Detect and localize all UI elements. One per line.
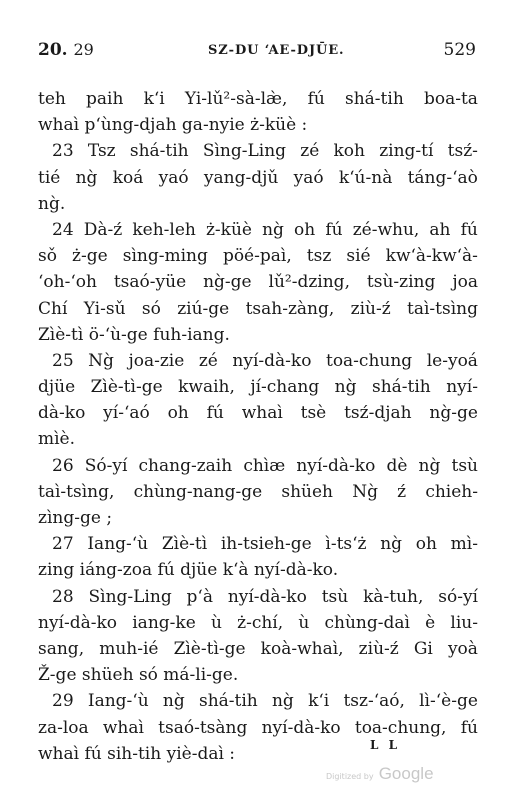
- word: ng̀: [75, 167, 98, 188]
- word: 29: [52, 691, 74, 712]
- word: koá: [112, 167, 144, 188]
- word: oh: [415, 534, 437, 555]
- word: ng̀: [162, 691, 185, 712]
- word: kwaih,: [178, 377, 235, 398]
- word: ż-chí,: [237, 612, 284, 633]
- word: 28: [52, 586, 74, 607]
- word: Ng̀: [352, 481, 378, 502]
- word: taì-tsìng,: [38, 481, 115, 502]
- verse-28-start: [38, 584, 478, 610]
- text-line: [38, 269, 478, 295]
- text-line: [38, 165, 478, 191]
- word: fú: [460, 717, 478, 738]
- word: shá-tih: [345, 89, 404, 109]
- word: sìng-ming: [122, 246, 208, 267]
- word: yoà: [447, 638, 478, 659]
- word: kw‘à-kw‘à-: [385, 246, 478, 267]
- digitization-watermark: [326, 764, 434, 784]
- word: Yi-lǔ²-sà-læ̀,: [184, 89, 288, 109]
- word: shá-tih: [129, 141, 189, 162]
- word: tsù: [321, 586, 349, 607]
- word: 25: [52, 350, 74, 371]
- word: ng̀: [334, 377, 357, 398]
- page-body-text: [38, 86, 478, 767]
- word: djüe: [38, 377, 76, 398]
- text-line: [38, 86, 478, 112]
- word: nyí-dà-ko: [227, 586, 307, 607]
- word: za-loa: [38, 717, 89, 738]
- word: Sìng-Ling: [88, 586, 172, 607]
- word: pöé-paì,: [222, 246, 292, 267]
- verse-26-start: [38, 453, 478, 479]
- word: ng̀: [271, 691, 294, 712]
- word: Zìè-tì: [161, 534, 208, 555]
- word: ù: [210, 612, 222, 633]
- word: koh: [333, 141, 365, 162]
- chapter-number: 20.: [38, 40, 68, 60]
- word: zé: [198, 350, 218, 371]
- google-wordmark: Google: [378, 764, 434, 783]
- word: Só-yí: [84, 455, 128, 476]
- verse-25-start: [38, 348, 478, 374]
- word: liu-: [450, 612, 478, 633]
- word: fú: [325, 219, 343, 240]
- word: shá-tih: [198, 691, 258, 712]
- word: chùng-nang-ge: [133, 481, 263, 502]
- word: k‘i: [308, 691, 330, 712]
- word: lì-‘è-ge: [419, 691, 478, 712]
- word: só-yí: [438, 586, 478, 607]
- word: ng̀: [380, 534, 403, 555]
- text-line: whaì p‘ùng-djah ga-nyie ż-küè :: [38, 115, 308, 136]
- word: mì-: [450, 534, 478, 555]
- word: whaì: [241, 403, 283, 424]
- word: Chí: [38, 298, 68, 319]
- word: nyí-: [446, 377, 478, 398]
- word: tsè: [300, 403, 327, 424]
- word: ź: [397, 481, 407, 502]
- text-line: Zìè-tì ö-‘ù-ge fuh-iang.: [38, 324, 230, 345]
- text-line: whaì fú sih-tih yiè-daì :: [38, 743, 236, 764]
- word: Sìng-Ling: [202, 141, 287, 162]
- word: toa-chung,: [354, 717, 447, 738]
- page-number: 529: [443, 40, 476, 60]
- word: taì-tsìng: [407, 298, 478, 319]
- word: fú: [460, 219, 478, 240]
- verse-27-start: [38, 531, 478, 557]
- word: teh: [38, 89, 66, 109]
- word: shüeh: [281, 481, 334, 502]
- word: k‘i: [143, 89, 165, 109]
- word: le-yoá: [426, 350, 478, 371]
- word: koà-whaì,: [260, 638, 344, 659]
- word: dè: [386, 455, 408, 476]
- word: nyí-dà-ko: [261, 717, 341, 738]
- text-line: [38, 296, 478, 322]
- word: joa: [452, 272, 478, 293]
- word: 24: [52, 219, 74, 240]
- text-line: [38, 400, 478, 426]
- word: só: [141, 298, 161, 319]
- running-header: [38, 40, 476, 66]
- word: tsz-‘aó,: [343, 691, 405, 712]
- word: dà-ko: [38, 403, 86, 424]
- word: Yi-sǔ: [83, 298, 126, 319]
- text-line: [38, 374, 478, 400]
- word: tsź-: [447, 141, 478, 162]
- word: oh: [167, 403, 189, 424]
- word: è: [425, 612, 436, 633]
- word: keh-leh: [132, 219, 196, 240]
- word: nyí-dà-ko: [296, 455, 376, 476]
- signature-mark: L L: [370, 738, 401, 752]
- text-line: mìè.: [38, 429, 76, 450]
- word: ziù-ź: [358, 638, 399, 659]
- word: Tsz: [87, 141, 116, 162]
- word: Iang-‘ù: [87, 534, 149, 555]
- word: fú: [307, 89, 325, 109]
- word: ‘oh-‘oh: [38, 272, 97, 293]
- word: Zìè-tì-ge: [173, 638, 246, 659]
- word: ng̀-ge: [429, 403, 478, 424]
- word: chieh-: [425, 481, 478, 502]
- text-line: [38, 715, 478, 741]
- digitized-by-label: Digitized by: [326, 772, 374, 781]
- text-line: [38, 479, 478, 505]
- word: tsù-zing: [366, 272, 436, 293]
- word: zing-tí: [379, 141, 434, 162]
- word: ż-ge: [72, 246, 108, 267]
- word: whaì: [102, 717, 144, 738]
- word: fú: [206, 403, 224, 424]
- text-line: [38, 243, 478, 269]
- word: paih: [86, 89, 124, 109]
- word: Zìè-tì-ge: [90, 377, 163, 398]
- word: tié: [38, 167, 61, 188]
- word: kà-tuh,: [363, 586, 424, 607]
- word: sang,: [38, 638, 85, 659]
- text-line: ng̀.: [38, 193, 66, 214]
- word: ù: [298, 612, 310, 633]
- word: zé: [300, 141, 320, 162]
- word: oh: [294, 219, 316, 240]
- word: chùng-daì: [324, 612, 410, 633]
- text-line: [38, 636, 478, 662]
- verse-29-start: [38, 688, 478, 714]
- word: muh-ié: [99, 638, 159, 659]
- word: yang-djǔ: [203, 167, 279, 188]
- word: ng̀-ge: [203, 272, 252, 293]
- chapter-verse-ref: [38, 40, 94, 60]
- word: yí-‘aó: [103, 403, 150, 424]
- word: chìæ: [243, 455, 286, 476]
- text-line: [38, 610, 478, 636]
- word: tsź-djah: [344, 403, 412, 424]
- word: zé-whu,: [352, 219, 420, 240]
- word: 26: [52, 455, 74, 476]
- text-line: zìng-ge ;: [38, 508, 113, 528]
- word: nyí-dà-ko: [38, 612, 118, 633]
- word: ì-ts‘ż: [325, 534, 367, 555]
- word: táng-‘aò: [407, 167, 478, 188]
- word: sié: [346, 246, 371, 267]
- word: toa-chung: [325, 350, 413, 371]
- word: lǔ²-dzing,: [268, 272, 350, 293]
- word: yaó: [293, 167, 324, 188]
- word: Ng̀: [88, 350, 114, 371]
- word: tsz: [306, 246, 332, 267]
- text-line: zing iáng-zoa fú djüe k‘à nyí-dà-ko.: [38, 560, 339, 581]
- word: joa-zie: [128, 350, 185, 371]
- word: shá-tih: [371, 377, 431, 398]
- word: p‘à: [186, 586, 213, 607]
- verse-23-start: [38, 138, 478, 164]
- word: tsah-zàng,: [245, 298, 335, 319]
- word: jí-chang: [250, 377, 320, 398]
- verse-number: 29: [73, 40, 94, 59]
- word: nyí-dà-ko: [232, 350, 312, 371]
- word: chang-zaih: [138, 455, 233, 476]
- word: tsaó-tsàng: [158, 717, 248, 738]
- word: Gi: [413, 638, 433, 659]
- word: ziù-ź: [350, 298, 391, 319]
- text-line: Ž-ge shüeh só má-li-ge.: [38, 665, 239, 686]
- word: yaó: [158, 167, 189, 188]
- word: k‘ú-nà: [338, 167, 393, 188]
- word: sǒ: [38, 246, 57, 267]
- word: ż-küè: [205, 219, 252, 240]
- word: boa-ta: [423, 89, 478, 109]
- verse-24-start: [38, 217, 478, 243]
- word: ng̀: [418, 455, 441, 476]
- word: 27: [52, 534, 74, 555]
- word: ng̀: [262, 219, 284, 240]
- book-title: SZ-DU ‘AE-DJŪE.: [208, 43, 345, 58]
- word: ah: [429, 219, 451, 240]
- word: ih-tsieh-ge: [220, 534, 312, 555]
- word: Iang-‘ù: [87, 691, 149, 712]
- word: ziú-ge: [177, 298, 230, 319]
- word: 23: [52, 141, 74, 162]
- word: Dà-ź: [83, 219, 123, 240]
- word: tsù: [451, 455, 478, 476]
- word: iang-ke: [132, 612, 196, 633]
- word: tsaó-yüe: [113, 272, 187, 293]
